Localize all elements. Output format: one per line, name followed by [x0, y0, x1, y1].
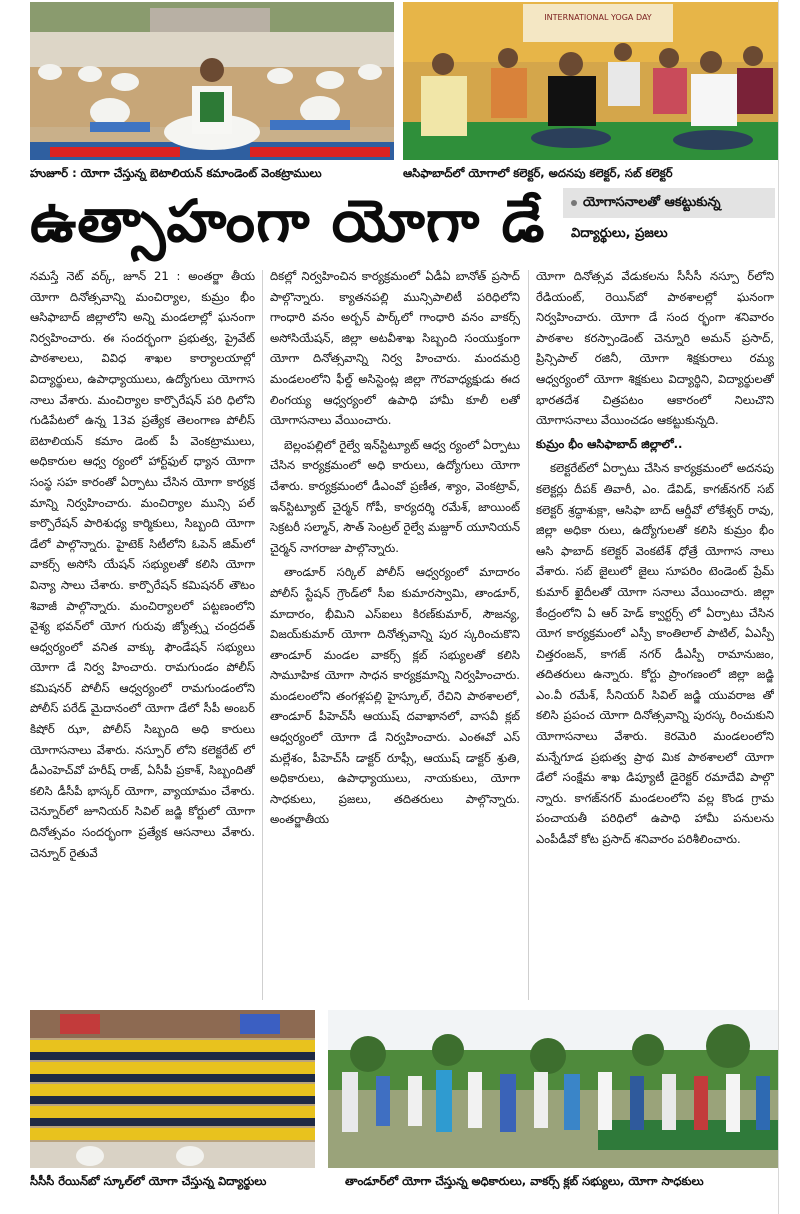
article-column-1: [30, 266, 255, 1008]
deck-line-2: విద్యార్థులు, ప్రజలు: [571, 226, 668, 241]
col2-para-1: దికల్లో నిర్వహించిన కార్యక్రమంలో ఏడీఏ బానోత్‌ ప్రసాద్‌ పాల్గొన్నారు. క్యాతనపల్లి మున్సిపాలిటీ పరిధిలోని గాంధారి వనం అర్బన్‌ పార్క్‌లో గాంధారి వనం వాకర్స్‌ అసోసియేషన్‌, జిల్లా అటవీశాఖ సిబ్బంది సంయుక్తంగా యోగా దినోత్సవాన్ని నిర్వ హించారు. మందమర్రి మండలంలోని ఫీల్డ్‌ అసిస్టెంట్ల జిల్లా గౌరవాధ్యక్షుడు ఈద లింగయ్య ఆధ్వర్యంలో ఉపాధి హామీ కూలీ లతో యోగాసనాలు వేయించారు.: [270, 269, 520, 428]
col3-subhead: కుమ్రం భీం ఆసిఫాబాద్‌ జిల్లాలో..: [536, 436, 683, 451]
col3-para-1: యోగా దినోత్సవ వేడుకలను సీసీసీ నస్పూ ర్‌లోని రేడియంట్‌, రెయిన్‌బో పాఠశాలల్లో ఘనంగా నిర్వహించారు. యోగా డే సంద ర్భంగా శనివారం పాఠశాల కరస్పాండెంట్‌ చెన్నూరి అమన్‌ ప్రసాద్‌, ప్రిన్సిపాల్‌ రజినీ, యోగా శిక్షకురాలు రమ్య ఆధ్వర్యంలో యోగా శిక్షకులు విద్యార్థిని, విద్యార్థులతో భారతదేశ చిత్రపటం ఆకారంలో నిలుచొని యోగాసనాలు వేయించడం ఆకట్టుకున్నది.: [536, 269, 774, 428]
deck-line-1: [563, 188, 775, 218]
deck: [563, 188, 775, 250]
photo-huzur-yoga-image: [30, 2, 394, 160]
deck-line-1-text: యోగాసనాలతో ఆకట్టుకున్న: [583, 195, 721, 210]
photo-asifabad-collector-yoga: [403, 2, 778, 160]
caption-asifabad: ఆసిఫాబాద్‌లో యోగాలో కలెక్టర్‌, అదనపు కలెక్టర్‌, సబ్‌ కలెక్టర్‌: [403, 166, 673, 180]
photo-rainbow-school-yoga: [30, 1010, 315, 1168]
photo-asifabad-image: [403, 2, 778, 160]
photo-huzur-yoga: [30, 2, 394, 160]
article-column-3: [536, 266, 774, 1008]
col3-para-2: కలెక్టరేట్‌లో ఏర్పాటు చేసిన కార్యక్రమంలో అదనపు కలెక్టర్లు దీపక్‌ తివారీ, ఎం. డేవిడ్‌, కాగజ్‌నగర్‌ సబ్‌ కలెక్టర్‌ శ్రద్ధాశుక్లా, ఆసిఫా బాద్‌ ఆర్డీవో లోకేశ్వర్‌ రావు, జిల్లా అధికా రులు, ఉద్యోగులతో కలిసి కుమ్రం భీం ఆసి ఫాబాద్‌ కలెక్టర్‌ వెంకటేశ్‌ ధోత్రే యోగాస నాలు వేశారు. సబ్‌ జైలులో జైలు సూపరిం టెండెంట్‌ ప్రేమ్‌ కుమార్‌ ఖైదీలతో యోగా సనాలు వేయించారు. జిల్లా కేంద్రంలోని ఏ ఆర్‌ హెడ్‌ క్వార్టర్స్‌ లో ఏర్పాటు చేసిన యోగ కార్యక్రమంలో ఎస్పీ కాంతిలాల్‌ పాటిల్‌, ఏఎస్పీ చిత్తరంజన్‌, కాగజ్‌ నగర్‌ డీఎస్పీ రామానుజం, తదితరులు ఉన్నారు. కోర్టు ప్రాంగణంలో జిల్లా జడ్జి ఎం.వీ రమేశ్‌, సీనియర్‌ సివిల్‌ జడ్జి యువరాజ తో కలిసి ప్రపంచ యోగా దినోత్సవాన్ని పురస్క రించుకుని యోగాసనాలు వేశారు. కెరమెరి మండలంలోని మన్నేగూడ ప్రభుత్వ ప్రాథ మిక పాఠశాలలో యోగా డేలో సంక్షేమ శాఖ డిప్యూటీ డైరెక్టర్‌ రమాదేవి పాల్గొ న్నారు. కాగజ్‌నగర్‌ మండలంలోని వల్ల కొండ గ్రామ పంచాయతీ పరిధిలో ఉపాధి హామీ పనులను ఎంపీడీవో కోట ప్రసాద్‌ శనివారం పరిశీలించారు.: [536, 461, 774, 847]
caption-tandur: తాండూర్‌లో యోగా చేస్తున్న అధికారులు, వాకర్స్‌ క్లబ్‌ సభ్యులు, యోగా సాధకులు: [345, 1174, 704, 1188]
column-rule-2: [528, 270, 529, 1000]
headline: ఉత్సాహంగా యోగా డే: [30, 187, 546, 255]
column-rule-1: [262, 270, 263, 1000]
banner-text: INTERNATIONAL YOGA DAY: [544, 13, 652, 22]
photo-rainbow-image: [30, 1010, 315, 1168]
photo-tandur-image: [328, 1010, 778, 1168]
col2-para-2: బెల్లంపల్లిలో రైల్వే ఇన్‌స్టిట్యూట్‌ ఆధ్వ ర్యంలో ఏర్పాటు చేసిన కార్యక్రమంలో అధి కారులు, ఉద్యోగులు యోగా చేశారు. కార్యక్రమంలో డీఎంవో ప్రణీత, శ్యాం, వెంకట్రావ్‌, ఇన్‌స్టిట్యూట్‌ చైర్మన్‌ గోపీ, కార్యదర్శి రమేశ్‌, జాయింట్‌ సెక్రటరీ సల్మాన్‌, సౌత్‌ సెంట్రల్‌ రైల్వే మజ్దూర్‌ యూనియన్‌ చైర్మన్‌ నాగరాజు పాల్గొన్నారు.: [270, 437, 520, 555]
col2-para-3: తాండూర్‌ సర్కిల్‌ పోలీస్‌ ఆధ్వర్యంలో మాదారం పోలీస్‌ స్టేషన్‌ గ్రౌండ్‌లో సీఐ కుమారస్వామి, తాండూర్‌, మాదారం, భీమిని ఎస్‌ఐలు కిరణ్‌కుమార్‌, సౌజన్య, విజయ్‌కుమార్‌ యోగా దినోత్సవాన్ని పుర స్కరించుకొని తాండూర్‌ మండల వాకర్స్‌ క్లబ్‌ సభ్యులతో కలిసి సామూహిక యోగా సాధన కార్యక్రమాన్ని నిర్వహించారు. మండలంలోని తంగళ్లపల్లి హైస్కూల్‌, రేచిని పాఠశాలలో, తాండూర్‌ పీహెచ్‌సీ ఆయుష్‌ దవాఖానలో, వాసవీ క్లబ్‌ ఆధ్వర్యంలో యోగా డే నిర్వహించారు. ఎంఈవో ఎస్‌ మల్లేశం, పీహెచ్‌సీ డాక్టర్‌ రూఫ్సీ, ఆయుష్‌ డాక్టర్‌ శ్రుతి, అధికారులు, ఉపాధ్యాయులు, నాయకులు, యోగా సాధకులు, ప్రజలు, తదితరులు పాల్గొన్నారు. అంతర్జాతీయ: [270, 565, 520, 827]
caption-rainbow-school: సీసీసీ రేయిన్‌బో స్కూల్‌లో యోగా చేస్తున్న విద్యార్థులు: [30, 1174, 267, 1188]
col1-para-1: నమస్తే నెట్‌ వర్క్‌, జూన్‌ 21 : అంతర్జా తీయ యోగా దినోత్సవాన్ని మంచిర్యాల, కుమ్రం భీం ఆసిఫాబాద్‌ జిల్లాలోని అన్ని మండలాల్లో ఘనంగా నిర్వహించారు. ఈ సందర్భంగా ప్రభుత్వ, ప్రైవేట్‌ పాఠశాలలు, వివిధ శాఖల కార్యాలయాల్లో విద్యార్థులు, ఉపాధ్యాయులు, ఉద్యోగులు యోగాస నాలు వేశారు. మంచిర్యాల కార్పొరేషన్‌ పరి ధిలోని గుడిపేటలో ఉన్న 13వ ప్రత్యేక తెలంగాణ పోలీస్‌ బెటాలియన్‌ కమాం డెంట్‌ పీ వెంకట్రాములు, అధికారుల ఆధ్వ ర్యంలో హార్ట్‌ఫుల్‌ ధ్యాన యోగా సంస్థ సహ కారంతో ఏర్పాటు చేసిన యోగా కార్యక్ర మాన్ని నిర్వహించారు. మంచిర్యాల మున్సి పల్‌ కార్పొరేషన్‌ పారిశుధ్య కార్మికులు, సిబ్బంది యోగా డేలో పాల్గొన్నారు. హైటెక్‌ సిటీలోని ఓపెన్‌ జిమ్‌లో వాకర్స్‌ అసోసి యేషన్‌ సభ్యులతో కలిసి యోగా విన్యా సాలు చేశారు. కార్పొరేషన్‌ కమిషనర్‌ తౌటం శివాజీ పాల్గొన్నారు. మంచిర్యాలలో పట్టణంలోని వైశ్య భవన్‌లో యోగ గురువు జ్యోత్స్న చంద్రదత్‌ ఆధ్వర్యంలో వనిత వాక్కు ఫౌండేషన్‌ సభ్యులు యోగా డే నిర్వ హించారు. రామగుండం పోలీస్‌ కమిషనర్‌ పోలీస్‌ ఆధ్వర్యంలో రామగుండంలోని పోలీస్‌ పరేడ్‌ మైదానంలో యోగా డేలో సీపీ అంబర్‌ కిషోర్‌ ఝా, పోలీస్‌ సిబ్బంది అధి కారులు యోగాసనాలు వేశారు. నస్పూర్‌ లోని కలెక్టరేట్‌ లో డీఎంహెచ్‌వో హరీష్‌ రాజ్‌, ఏసీపీ ప్రకాశ్‌, సిబ్బందితో కలిసి డీసీపీ భాస్కర్‌ యోగా, వ్యాయామం చేశారు. చెన్నూర్‌లో జూనియర్‌ సివిల్‌ జడ్జి కోర్టులో యోగా దినోత్సవం సందర్భంగా ప్రత్యేక ఆసనాలు వేశారు. చెన్నూర్‌ రైతువే: [30, 269, 255, 860]
bullet-icon: [571, 200, 577, 206]
photo-tandur-yoga: [328, 1010, 778, 1168]
article-column-2: [270, 266, 520, 1008]
caption-huzur: హుజూర్‌ : యోగా చేస్తున్న బెటాలియన్‌ కమాండెంట్‌ వెంకట్రాములు: [30, 166, 322, 180]
page-right-rule: [778, 0, 779, 1214]
